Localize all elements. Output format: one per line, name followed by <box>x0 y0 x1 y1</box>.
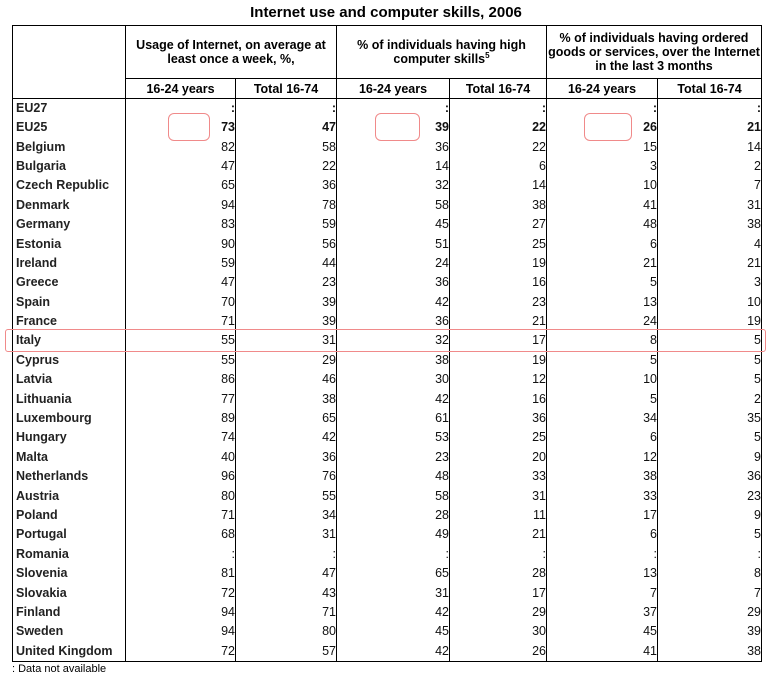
value-cell: 55 <box>236 486 337 505</box>
value-cell: 17 <box>547 506 658 525</box>
value-cell: 47 <box>126 157 236 176</box>
country-cell: United Kingdom <box>13 642 126 662</box>
value-cell: 42 <box>337 642 450 662</box>
value-cell: 59 <box>126 254 236 273</box>
value-cell: 29 <box>236 351 337 370</box>
value-cell: : <box>658 545 762 564</box>
value-cell: 10 <box>547 370 658 389</box>
country-cell: Spain <box>13 293 126 312</box>
value-cell: 36 <box>337 273 450 292</box>
table-row <box>13 486 762 505</box>
value-cell: 65 <box>236 409 337 428</box>
value-cell: 42 <box>236 428 337 447</box>
value-cell: 80 <box>126 486 236 505</box>
group-header-online-orders: % of individuals having ordered goods or services, over the Internet in the last 3 months <box>547 26 762 79</box>
value-cell: 83 <box>126 215 236 234</box>
value-cell: 55 <box>126 331 236 350</box>
value-cell: 33 <box>450 467 547 486</box>
value-cell: 25 <box>450 428 547 447</box>
value-cell: 61 <box>337 409 450 428</box>
value-cell: 82 <box>126 137 236 156</box>
country-cell: Austria <box>13 486 126 505</box>
corner-cell-lower <box>13 79 126 99</box>
internet-use-table <box>12 25 762 662</box>
value-cell: 31 <box>658 196 762 215</box>
value-cell: 5 <box>547 351 658 370</box>
value-cell: 76 <box>236 467 337 486</box>
value-cell: 22 <box>236 157 337 176</box>
value-cell: 12 <box>450 370 547 389</box>
value-cell: 5 <box>658 351 762 370</box>
value-cell: 29 <box>450 603 547 622</box>
value-cell: 12 <box>547 448 658 467</box>
value-cell: 11 <box>450 506 547 525</box>
value-cell: 9 <box>658 506 762 525</box>
value-cell: 65 <box>337 564 450 583</box>
value-cell: 20 <box>450 448 547 467</box>
value-cell: 10 <box>658 293 762 312</box>
value-cell: 6 <box>547 428 658 447</box>
country-cell: EU27 <box>13 99 126 119</box>
value-cell: 33 <box>547 486 658 505</box>
value-cell: 23 <box>236 273 337 292</box>
value-cell: 24 <box>547 312 658 331</box>
table-row <box>13 583 762 602</box>
table-row <box>13 603 762 622</box>
value-cell: 58 <box>236 137 337 156</box>
value-cell: 38 <box>658 215 762 234</box>
table-row <box>13 234 762 253</box>
corner-cell <box>13 26 126 79</box>
value-cell: 5 <box>658 428 762 447</box>
value-cell: : <box>547 99 658 119</box>
value-cell: 13 <box>547 564 658 583</box>
value-cell: 72 <box>126 642 236 662</box>
country-cell: Italy <box>13 331 126 350</box>
value-cell: 53 <box>337 428 450 447</box>
value-cell: 21 <box>547 254 658 273</box>
value-cell: 78 <box>236 196 337 215</box>
value-cell: 86 <box>126 370 236 389</box>
value-cell: 45 <box>337 622 450 641</box>
value-cell: 31 <box>236 331 337 350</box>
country-cell: France <box>13 312 126 331</box>
table-row <box>13 137 762 156</box>
value-cell: 3 <box>547 157 658 176</box>
country-cell: Czech Republic <box>13 176 126 195</box>
value-cell: 90 <box>126 234 236 253</box>
country-cell: Latvia <box>13 370 126 389</box>
country-cell: Slovakia <box>13 583 126 602</box>
value-cell: 36 <box>337 312 450 331</box>
value-cell: : <box>337 99 450 119</box>
value-cell: 8 <box>658 564 762 583</box>
value-cell: 36 <box>337 137 450 156</box>
value-cell: 37 <box>547 603 658 622</box>
value-cell: 7 <box>658 583 762 602</box>
table-row <box>13 564 762 583</box>
value-cell: 32 <box>337 176 450 195</box>
value-cell: 43 <box>236 583 337 602</box>
value-cell: 23 <box>658 486 762 505</box>
table-row <box>13 448 762 467</box>
value-cell: 36 <box>450 409 547 428</box>
footnote: : Data not available <box>12 663 107 675</box>
country-cell: Netherlands <box>13 467 126 486</box>
value-cell: 96 <box>126 467 236 486</box>
table-row <box>13 545 762 564</box>
table-row <box>13 428 762 447</box>
subheader: Total 16-74 <box>450 79 547 99</box>
table-row <box>13 293 762 312</box>
value-cell: 34 <box>547 409 658 428</box>
value-cell: 5 <box>658 370 762 389</box>
value-cell: 25 <box>450 234 547 253</box>
value-cell: 77 <box>126 389 236 408</box>
value-cell: 74 <box>126 428 236 447</box>
value-cell: 23 <box>337 448 450 467</box>
value-cell: 30 <box>450 622 547 641</box>
table-row <box>13 622 762 641</box>
value-cell: 4 <box>658 234 762 253</box>
table-title: Internet use and computer skills, 2006 <box>250 4 522 21</box>
value-cell: 6 <box>450 157 547 176</box>
value-cell: 45 <box>337 215 450 234</box>
value-cell: 8 <box>547 331 658 350</box>
value-cell: 17 <box>450 331 547 350</box>
value-cell: : <box>547 545 658 564</box>
value-cell: 6 <box>547 525 658 544</box>
value-cell: 5 <box>547 273 658 292</box>
table-row <box>13 99 762 119</box>
value-cell: 31 <box>236 525 337 544</box>
value-cell: 39 <box>236 312 337 331</box>
value-cell: 28 <box>337 506 450 525</box>
value-cell: 89 <box>126 409 236 428</box>
value-cell: 42 <box>337 603 450 622</box>
value-cell: 39 <box>337 118 450 137</box>
table-row <box>13 642 762 662</box>
country-cell: EU25 <box>13 118 126 137</box>
value-cell: 58 <box>337 196 450 215</box>
country-cell: Cyprus <box>13 351 126 370</box>
table-row <box>13 215 762 234</box>
value-cell: 21 <box>658 118 762 137</box>
value-cell: 38 <box>450 196 547 215</box>
subheader: 16-24 years <box>126 79 236 99</box>
country-cell: Romania <box>13 545 126 564</box>
table-row <box>13 351 762 370</box>
value-cell: 31 <box>450 486 547 505</box>
table-row <box>13 273 762 292</box>
value-cell: 9 <box>658 448 762 467</box>
value-cell: : <box>126 99 236 119</box>
value-cell: 7 <box>547 583 658 602</box>
value-cell: 94 <box>126 196 236 215</box>
value-cell: 38 <box>658 642 762 662</box>
value-cell: 46 <box>236 370 337 389</box>
table-row <box>13 409 762 428</box>
value-cell: 32 <box>337 331 450 350</box>
value-cell: 22 <box>450 118 547 137</box>
value-cell: 21 <box>450 525 547 544</box>
value-cell: 6 <box>547 234 658 253</box>
value-cell: 47 <box>236 118 337 137</box>
value-cell: 14 <box>658 137 762 156</box>
value-cell: 2 <box>658 157 762 176</box>
value-cell: 26 <box>547 118 658 137</box>
value-cell: 44 <box>236 254 337 273</box>
table-row <box>13 157 762 176</box>
value-cell: 40 <box>126 448 236 467</box>
value-cell: 22 <box>450 137 547 156</box>
value-cell: 5 <box>658 525 762 544</box>
value-cell: 94 <box>126 622 236 641</box>
value-cell: 34 <box>236 506 337 525</box>
value-cell: 30 <box>337 370 450 389</box>
value-cell: 35 <box>658 409 762 428</box>
table-row <box>13 525 762 544</box>
subheader: 16-24 years <box>547 79 658 99</box>
country-cell: Malta <box>13 448 126 467</box>
value-cell: 29 <box>658 603 762 622</box>
country-cell: Slovenia <box>13 564 126 583</box>
value-cell: : <box>337 545 450 564</box>
value-cell: 36 <box>236 448 337 467</box>
value-cell: : <box>450 99 547 119</box>
country-cell: Ireland <box>13 254 126 273</box>
value-cell: 49 <box>337 525 450 544</box>
value-cell: 13 <box>547 293 658 312</box>
value-cell: 17 <box>450 583 547 602</box>
value-cell: 19 <box>658 312 762 331</box>
value-cell: 58 <box>337 486 450 505</box>
value-cell: 21 <box>658 254 762 273</box>
value-cell: 5 <box>547 389 658 408</box>
table-row <box>13 467 762 486</box>
table-row <box>13 389 762 408</box>
value-cell: 71 <box>236 603 337 622</box>
value-cell: 56 <box>236 234 337 253</box>
value-cell: 15 <box>547 137 658 156</box>
value-cell: : <box>658 99 762 119</box>
group-header-internet-usage: Usage of Internet, on average at least once a week, %, <box>126 26 337 79</box>
value-cell: 68 <box>126 525 236 544</box>
table-row <box>13 118 762 137</box>
value-cell: 36 <box>236 176 337 195</box>
value-cell: 23 <box>450 293 547 312</box>
table-row <box>13 176 762 195</box>
value-cell: 71 <box>126 506 236 525</box>
table-row <box>13 370 762 389</box>
value-cell: 48 <box>547 215 658 234</box>
value-cell: 80 <box>236 622 337 641</box>
value-cell: 31 <box>337 583 450 602</box>
table-row <box>13 254 762 273</box>
country-cell: Finland <box>13 603 126 622</box>
value-cell: 65 <box>126 176 236 195</box>
country-cell: Bulgaria <box>13 157 126 176</box>
value-cell: : <box>126 545 236 564</box>
group-header-computer-skills: % of individuals having high computer skills$^5$ <box>337 26 547 79</box>
value-cell: 57 <box>236 642 337 662</box>
country-cell: Belgium <box>13 137 126 156</box>
value-cell: 19 <box>450 351 547 370</box>
value-cell: 47 <box>236 564 337 583</box>
value-cell: 10 <box>547 176 658 195</box>
value-cell: 7 <box>658 176 762 195</box>
value-cell: 41 <box>547 642 658 662</box>
value-cell: 36 <box>658 467 762 486</box>
table-body <box>13 99 762 662</box>
value-cell: 59 <box>236 215 337 234</box>
value-cell: 51 <box>337 234 450 253</box>
value-cell: 14 <box>450 176 547 195</box>
value-cell: : <box>236 545 337 564</box>
value-cell: 16 <box>450 389 547 408</box>
value-cell: 71 <box>126 312 236 331</box>
country-cell: Sweden <box>13 622 126 641</box>
country-cell: Hungary <box>13 428 126 447</box>
value-cell: 26 <box>450 642 547 662</box>
value-cell: 55 <box>126 351 236 370</box>
value-cell: : <box>450 545 547 564</box>
value-cell: 81 <box>126 564 236 583</box>
value-cell: 2 <box>658 389 762 408</box>
subheader: 16-24 years <box>337 79 450 99</box>
country-cell: Denmark <box>13 196 126 215</box>
table-row <box>13 312 762 331</box>
subheader: Total 16-74 <box>658 79 762 99</box>
value-cell: 28 <box>450 564 547 583</box>
subheader: Total 16-74 <box>236 79 337 99</box>
value-cell: 3 <box>658 273 762 292</box>
country-cell: Luxembourg <box>13 409 126 428</box>
table-row <box>13 331 762 350</box>
country-cell: Portugal <box>13 525 126 544</box>
country-cell: Germany <box>13 215 126 234</box>
country-cell: Greece <box>13 273 126 292</box>
value-cell: 39 <box>658 622 762 641</box>
value-cell: 38 <box>547 467 658 486</box>
value-cell: 24 <box>337 254 450 273</box>
table-row <box>13 196 762 215</box>
value-cell: 48 <box>337 467 450 486</box>
value-cell: 72 <box>126 583 236 602</box>
country-cell: Estonia <box>13 234 126 253</box>
value-cell: 47 <box>126 273 236 292</box>
value-cell: 14 <box>337 157 450 176</box>
value-cell: 5 <box>658 331 762 350</box>
value-cell: 94 <box>126 603 236 622</box>
value-cell: 70 <box>126 293 236 312</box>
value-cell: 38 <box>337 351 450 370</box>
country-cell: Lithuania <box>13 389 126 408</box>
value-cell: 19 <box>450 254 547 273</box>
value-cell: 73 <box>126 118 236 137</box>
value-cell: 42 <box>337 293 450 312</box>
value-cell: 42 <box>337 389 450 408</box>
value-cell: 21 <box>450 312 547 331</box>
value-cell: 16 <box>450 273 547 292</box>
value-cell: 41 <box>547 196 658 215</box>
table-row <box>13 506 762 525</box>
value-cell: 27 <box>450 215 547 234</box>
value-cell: : <box>236 99 337 119</box>
value-cell: 45 <box>547 622 658 641</box>
country-cell: Poland <box>13 506 126 525</box>
value-cell: 39 <box>236 293 337 312</box>
value-cell: 38 <box>236 389 337 408</box>
